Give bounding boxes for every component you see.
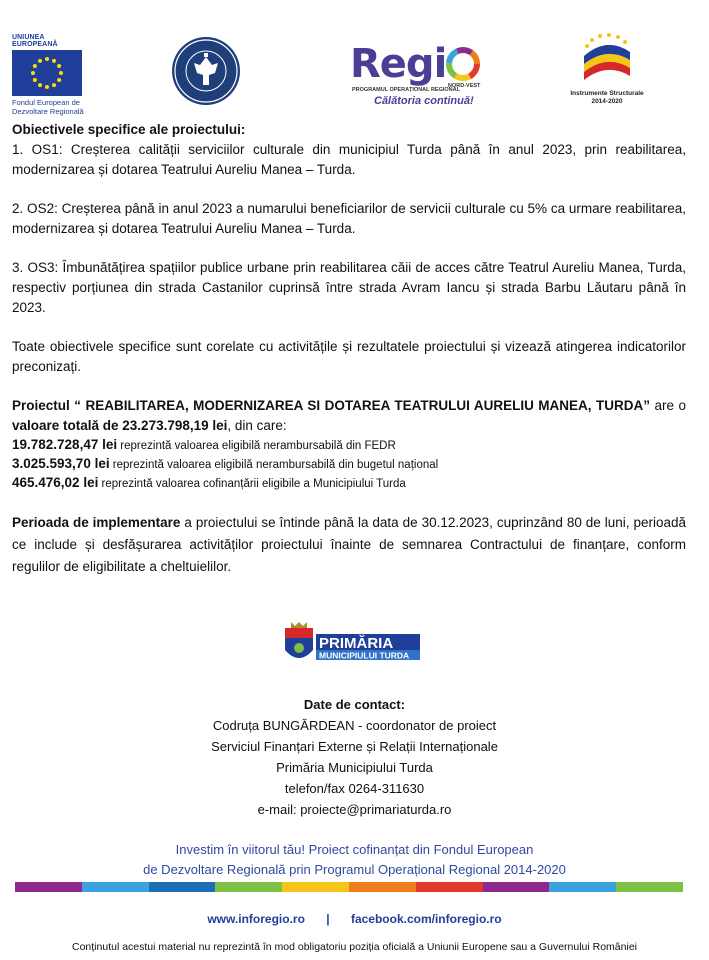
- footer-links: [0, 912, 709, 926]
- primaria-logo-line-1: PRIMĂRIA: [319, 635, 394, 652]
- instruments-line-2: 2014-2020: [591, 98, 623, 105]
- regio-tagline: Călătoria continuă!: [374, 95, 474, 107]
- eu-logo-top-label: UNIUNEA EUROPEANĂ: [12, 34, 58, 48]
- eu-star-icon: [52, 59, 56, 63]
- primaria-logo-line-2: MUNICIPIULUI TURDA: [319, 650, 410, 661]
- project-value-connector: are o: [650, 398, 686, 413]
- stripe-segment: [215, 882, 282, 892]
- structural-instruments-logo: [562, 32, 652, 110]
- stripe-segment: [282, 882, 349, 892]
- project-value-suffix: , din care:: [227, 418, 287, 433]
- implementation-period-label: Perioada de implementare: [12, 515, 181, 530]
- eu-star-icon: [52, 83, 56, 87]
- contact-email[interactable]: e-mail: proiecte@primariaturda.ro: [257, 802, 452, 817]
- value-item-fedr: 19.782.728,47 lei reprezintă valoarea eligibilă nerambursabilă din FEDR: [12, 437, 396, 452]
- eu-flag-icon: [12, 50, 82, 96]
- stripe-segment: [15, 882, 82, 892]
- project-value-paragraph: [12, 396, 686, 436]
- regio-logo: [350, 41, 492, 110]
- inforegio-facebook-link[interactable]: facebook.com/inforegio.ro: [350, 912, 502, 926]
- regio-logo-word: Regi: [350, 44, 492, 84]
- value-item-cofinancing: 465.476,02 lei reprezintă valoarea cofinanțării eligibile a Municipiului Turda: [12, 475, 406, 490]
- contact-institution: Primăria Municipiului Turda: [276, 760, 433, 775]
- eu-logo-line-1: Fondul European de: [12, 98, 80, 107]
- project-total-value: valoare totală de 23.273.798,19 lei: [12, 418, 228, 433]
- objectives-correlation: Toate obiectivele specifice sunt corelate cu activitățile și rezultatele proiectului și vizează atingerea indicatorilor preconizați.: [12, 339, 686, 374]
- project-title: Proiectul “ REABILITAREA, MODERNIZAREA SI DOTAREA TEATRULUI AURELIU MANEA, TURDA”: [12, 398, 651, 413]
- disclaimer: Conținutul acestui material nu reprezintă în mod obligatoriu poziția oficială a Uniunii Europene sau a Guvernului României: [72, 941, 637, 953]
- regio-region-label: NORD-VEST: [448, 83, 481, 89]
- contact-department: Serviciul Finanțari Externe și Relații Internaționale: [211, 739, 498, 754]
- color-stripe: [15, 882, 683, 892]
- government-seal-logo: [170, 35, 242, 107]
- regio-program-label: PROGRAMUL OPERAȚIONAL REGIONAL: [352, 87, 460, 93]
- objective-os1: 1. OS1: Creșterea calității serviciilor culturale din municipiul Turda până în anul 2023, prin reabilitarea, modernizarea și dotarea Teatrului Aureliu Manea – Turda.: [12, 142, 686, 177]
- eu-star-icon: [57, 64, 61, 68]
- eu-star-icon: [31, 71, 35, 75]
- logo-header: [0, 0, 709, 115]
- structural-instruments-icon: [562, 32, 652, 88]
- eu-star-icon: [45, 85, 49, 89]
- objective-os2: 2. OS2: Creșterea până in anul 2023 a numarului beneficiarilor de servicii culturale cu 5% ca urmare reabilitarea, modernizarea și dotarea Teatrului Aureliu Manea – Turda.: [12, 201, 686, 236]
- inforegio-website-link[interactable]: www.inforegio.ro: [207, 912, 305, 926]
- eu-star-icon: [33, 78, 37, 82]
- structural-instruments-label: [562, 90, 652, 106]
- eu-star-icon: [45, 57, 49, 61]
- implementation-period-text: a proiectului se întinde până la data de 30.12.2023, cuprinzând 80 de luni, perioadă ce include și desfășurarea activităților proiectului înainte de semnarea Contractului de finanțare, conform regulilor de eligibilitate a cheltuielilor.: [12, 515, 686, 574]
- value-item-national-budget: 3.025.593,70 lei reprezintă valoarea eligibilă nerambursabilă din bugetul național: [12, 456, 439, 471]
- contact-phone: telefon/fax 0264-311630: [284, 781, 425, 796]
- eu-star-icon: [33, 64, 37, 68]
- primaria-turda-logo: [283, 620, 423, 670]
- eu-star-icon: [38, 59, 42, 63]
- objectives-heading: Obiectivele specifice ale proiectului:: [12, 122, 246, 137]
- eu-star-icon: [59, 71, 63, 75]
- regio-o-icon: [446, 47, 480, 81]
- eu-logo-bottom-label: [12, 98, 86, 116]
- invest-line-2: de Dezvoltare Regională prin Programul Operațional Regional 2014-2020: [143, 862, 566, 877]
- invest-line-1: Investim în viitorul tău! Proiect cofinanțat din Fondul European: [175, 842, 534, 857]
- objective-os3: 3. OS3: Îmbunătățirea spațiilor publice urbane prin reabilitarea căii de acces către Teatrul Aureliu Manea, Turda, respectiv porțiunea din strada Castanilor cuprinsă între strada Avram Iancu și strada Barbu Lăutaru până în 2023.: [12, 260, 686, 315]
- eu-star-icon: [38, 83, 42, 87]
- stripe-segment: [349, 882, 416, 892]
- eu-logo: [12, 34, 86, 116]
- stripe-segment: [549, 882, 616, 892]
- eu-logo-line-2: Dezvoltare Regională: [12, 107, 84, 116]
- stripe-segment: [483, 882, 550, 892]
- stripe-segment: [616, 882, 683, 892]
- document-body: [12, 120, 686, 578]
- contact-heading: Date de contact:: [303, 697, 406, 712]
- eu-star-icon: [57, 78, 61, 82]
- stripe-segment: [416, 882, 483, 892]
- invest-statement: [0, 840, 709, 880]
- instruments-line-1: Instrumente Structurale: [570, 90, 644, 97]
- contact-section: [0, 694, 709, 820]
- stripe-segment: [149, 882, 216, 892]
- implementation-period-paragraph: [12, 512, 686, 578]
- stripe-segment: [82, 882, 149, 892]
- contact-coordinator: Codruța BUNGĂRDEAN - coordonator de proiect: [212, 718, 497, 733]
- footer-link-separator: |: [326, 912, 330, 926]
